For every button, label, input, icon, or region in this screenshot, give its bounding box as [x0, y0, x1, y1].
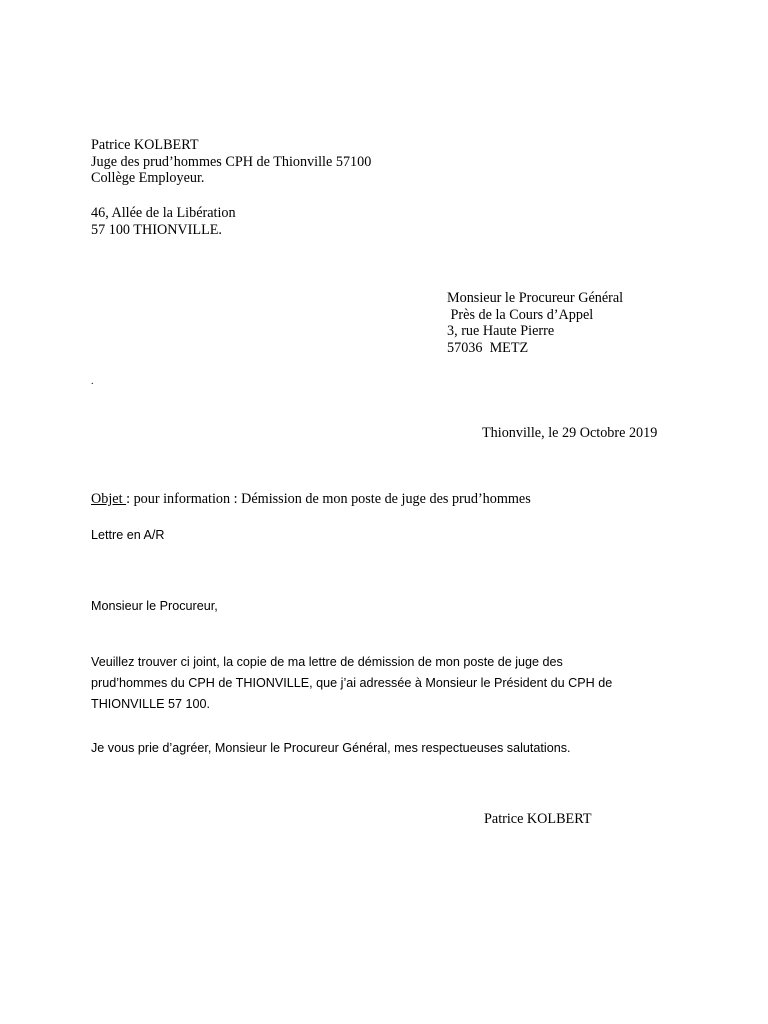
stray-dot: .	[91, 376, 94, 387]
greeting: Monsieur le Procureur,	[91, 599, 218, 613]
recipient-line-3: 3, rue Haute Pierre	[447, 323, 555, 340]
signature-name: Patrice KOLBERT	[484, 811, 592, 827]
subject-text: : pour information : Démission de mon poste de juge des prud’hommes	[126, 491, 531, 507]
body-line-2: prud’hommes du CPH de THIONVILLE, que j’ai adressée à Monsieur le Président du CPH de	[91, 676, 613, 690]
body-paragraph	[91, 652, 612, 715]
sender-city: 57 100 THIONVILLE.	[91, 221, 222, 238]
sender-block	[91, 137, 371, 187]
sender-title: Juge des prud’hommes CPH de Thionville 57100	[91, 153, 372, 170]
letter-date: Thionville, le 29 Octobre 2019	[482, 425, 658, 441]
subject-line	[91, 491, 531, 508]
mail-mode: Lettre en A/R	[91, 528, 165, 542]
sender-address	[91, 205, 236, 238]
recipient-line-1: Monsieur le Procureur Général	[447, 290, 624, 306]
closing-formula: Je vous prie d’agréer, Monsieur le Procureur Général, mes respectueuses salutations.	[91, 741, 571, 755]
sender-street: 46, Allée de la Libération	[91, 205, 236, 221]
body-line-3: THIONVILLE 57 100.	[91, 697, 211, 711]
recipient-line-2: Près de la Cours d’Appel	[447, 306, 594, 323]
sender-college: Collège Employeur.	[91, 170, 205, 187]
body-line-1: Veuillez trouver ci joint, la copie de ma lettre de démission de mon poste de juge des	[91, 655, 563, 669]
subject-label: Objet	[91, 491, 127, 507]
sender-name: Patrice KOLBERT	[91, 137, 199, 153]
recipient-block	[447, 290, 623, 357]
recipient-line-4: 57036 METZ	[447, 340, 529, 357]
